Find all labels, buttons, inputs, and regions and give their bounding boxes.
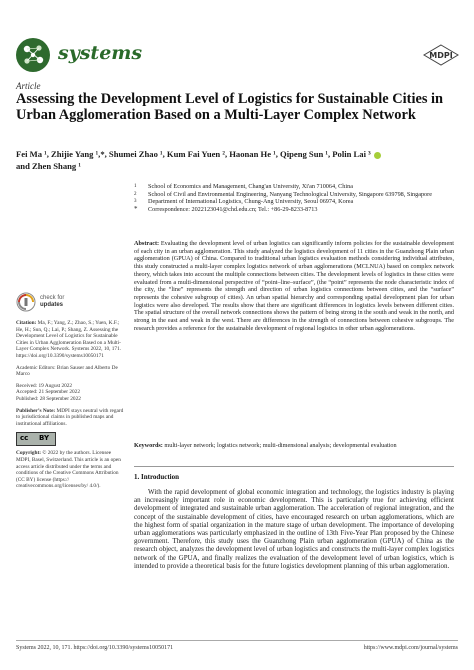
footer-website-link[interactable]: https://www.mdpi.com/journal/systems bbox=[363, 645, 458, 651]
abstract bbox=[134, 240, 454, 332]
authors-line-1: Fei Ma ¹, Zhijie Yang ¹,*, Shumei Zhao ¹, Kum Fai Yuen ², Haonan He ¹, Qipeng Sun ¹, Polin Lai ³ bbox=[16, 148, 456, 160]
sidebar bbox=[16, 292, 124, 495]
section-heading: 1. Introduction bbox=[134, 473, 179, 481]
publisher-note: Publisher’s Note: MDPI stays neutral with regard to jurisdictional claims in published maps and institutional affiliations. bbox=[16, 407, 124, 427]
affiliation-item: 3 Department of International Logistics, Chung-Ang University, Seoul 06974, Korea bbox=[134, 198, 354, 206]
abstract-label: Abstract: bbox=[134, 240, 160, 247]
academic-editors: Academic Editors: Brian Sauser and Alberto De Marco bbox=[16, 364, 118, 378]
check-updates-icon bbox=[16, 292, 36, 312]
abstract-text: Evaluating the development level of urban logistics can significantly inform policies for the sustainable development of each city in an urban agglomeration. This study analyzed the logistics development of 11 cities in the Guanzhong Plain urban agglomeration (GPUA) of China. Compared to traditional urban logistics evaluation methods considering individual attributes, this study constructed a multi-layer complex logistics network of urban agglomerations (MCLNUA) based on complex network theory, which takes into account the multiple connections between cities. The development levels of logistics in these cities were evaluated from a multi-dimensional perspective of “point–line–surface”, (the “point” represents the node characteristic index of the city, the “line” represents the strength and direction of urban logistics connections between cities, and the “surface” represents the cohesive subgroup of cities). An urban spatial hierarchy and corresponding spatial development plan for urban logistics were also developed. The results show that there are significant differences in logistics levels between different cities. The spatial structure of the overall network connections shows the pattern of being strong in the south and weak in the north, and strong in the east and weak in the west. There are differences in the strength of connections between cohesive subgroups. The research provides a reference for the sustainable development of regional logistics in other urban agglomerations. bbox=[134, 240, 455, 332]
received-date: Received: 19 August 2022 bbox=[16, 382, 73, 389]
citation: Citation: Ma, F.; Yang, Z.; Zhao, S.; Yuen, K.F.; He, H.; Sun, Q.; Lai, P.; Shang, Z. Assessing the Development Level of Logistics for Sustainable Cities in Urban Agglomeration Based on a Multi-Layer Complex Network. Systems 2022, 10, 171. https://doi.org/10.3390/systems10050171 bbox=[16, 320, 122, 359]
cc-by-license-icon[interactable]: cc BY bbox=[16, 432, 56, 446]
article-title: Assessing the Development Level of Logistics for Sustainable Cities in Urban Agglomeration Based on a Multi-Layer Complex Network bbox=[16, 91, 444, 123]
correspondence: * Correspondence: 2022123041@chd.edu.cn; Tel.: +86-29-8233-8713 bbox=[134, 204, 318, 213]
accepted-date: Accepted: 21 September 2022 bbox=[16, 389, 80, 396]
mdpi-logo bbox=[422, 44, 460, 71]
copyright: Copyright: © 2022 by the authors. Licensee MDPI, Basel, Switzerland. This article is an open access article distributed under the terms and conditions of the Creative Commons Attribution (CC BY) license (https:// creativecommons.org/licenses/by/ 4.0/). bbox=[16, 450, 121, 490]
footer-divider bbox=[16, 640, 458, 641]
keywords bbox=[134, 442, 454, 450]
mdpi-logo-text: MDPI bbox=[429, 51, 453, 60]
publication-dates bbox=[16, 383, 124, 403]
authors-line-2: and Zhen Shang ¹ bbox=[16, 161, 81, 171]
affiliation-item: 1 School of Economics and Management, Chang'an University, Xi'an 710064, China bbox=[134, 183, 353, 190]
orcid-icon[interactable] bbox=[374, 152, 381, 159]
affiliation-item: 2 School of Civil and Environmental Engineering, Nanyang Technological University, Singapore 639798, Singapore bbox=[134, 190, 432, 198]
journal-header bbox=[16, 38, 460, 74]
journal-name: systems bbox=[58, 42, 143, 64]
section-divider bbox=[134, 466, 454, 467]
article-type: Article bbox=[16, 81, 41, 91]
check-for-updates-button[interactable]: check for updates bbox=[16, 292, 124, 314]
footer-citation[interactable]: Systems 2022, 10, 171. https://doi.org/10.3390/systems10050171 bbox=[16, 645, 174, 651]
introduction-text: With the rapid development of global economic integration and technology, the logistics industry is playing an increasingly important role in economic development. This is particularly true for achieving efficient development of integrated and sustainable urban agglomeration. The acceleration of regional integration, and the concept of the sustainable development of cities, have encouraged research on urban agglomerations, which are the highest form of spatial organization in the mature stage of urban development. The importance of developing urban agglomerations was particularly emphasized in the outline of 13th Five-Year Plan proposed by the Chinese government. Therefore, this study uses the Guanzhong Plain urban agglomeration (GPUA) of China as the research object, analyzes the development level of urban logistics and constructs the multi-layer complex logistics network of the GPUA, and finally realizes the evaluation of the development level of urban logistics, which is intended to provide a theoretical basis for the future logistics development planning of this urban agglomeration. bbox=[134, 488, 454, 570]
journal-logo-icon bbox=[16, 38, 50, 72]
published-date: Published: 28 September 2022 bbox=[16, 395, 81, 402]
keywords-label: Keywords: bbox=[134, 442, 163, 449]
affiliations bbox=[134, 183, 454, 213]
author-list bbox=[16, 148, 456, 172]
keywords-text: multi-layer network; logistics network; multi-dimensional analysis; developmental evaluation bbox=[164, 442, 397, 449]
